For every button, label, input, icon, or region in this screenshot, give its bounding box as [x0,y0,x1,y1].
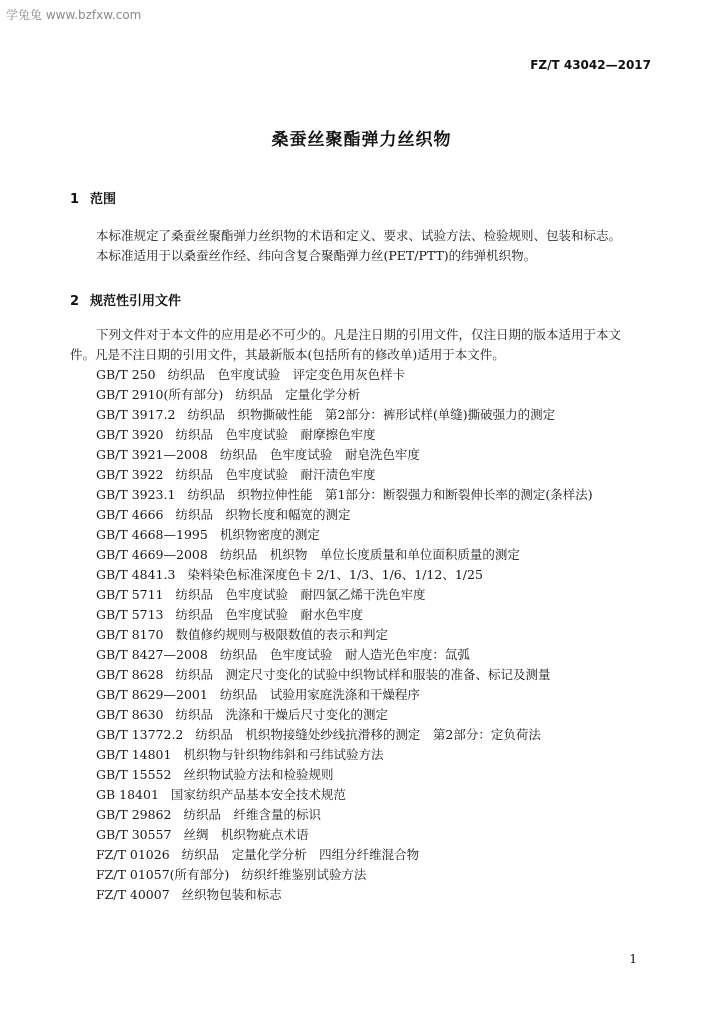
reference-item [96,425,593,445]
site-watermark: 学兔兔 www.bzfxw.com [6,8,142,22]
reference-title: 纺织品 定量化学分析 [235,387,361,402]
reference-code: GB/T 3920 [96,427,164,442]
section-title: 范围 [90,192,117,207]
reference-title: 数值修约规则与极限数值的表示和判定 [175,627,389,642]
reference-item [96,565,593,585]
reference-code: GB/T 8628 [96,667,164,682]
section-2-intro [70,325,665,365]
reference-title: 纺织纤维鉴别试验方法 [241,867,367,882]
reference-item [96,885,593,905]
reference-item [96,845,593,865]
document-title: 桑蚕丝聚酯弹力丝织物 [271,130,452,150]
section-number: 1 [70,192,80,207]
reference-code: GB/T 250 [96,367,156,382]
reference-item [96,585,593,605]
reference-item [96,465,593,485]
reference-code: GB/T 15552 [96,767,172,782]
reference-code: GB/T 3922 [96,467,164,482]
reference-title: 纺织品 色牢度试验 耐人造光色牢度：氙弧 [219,647,470,662]
reference-code: GB/T 3923.1 [96,487,176,502]
reference-code: GB 18401 [96,787,159,802]
reference-item [96,625,593,645]
reference-code: GB/T 8630 [96,707,164,722]
reference-title: 纺织品 织物拉伸性能 第1部分：断裂强力和断裂伸长率的测定(条样法) [187,487,593,502]
reference-code: FZ/T 40007 [96,887,170,902]
reference-title: 纺织品 织物撕破性能 第2部分：裤形试样(单缝)撕破强力的测定 [187,407,556,422]
normative-reference-list [96,365,593,905]
reference-code: GB/T 3921—2008 [96,447,208,462]
reference-title: 纺织品 色牢度试验 耐水色牢度 [175,607,364,622]
section-2-heading [70,290,181,309]
reference-item [96,745,593,765]
reference-title: 纺织品 织物长度和幅宽的测定 [175,507,351,522]
reference-item [96,805,593,825]
reference-item [96,665,593,685]
page-number: 1 [629,952,637,966]
section-1-heading [70,188,116,207]
reference-code: FZ/T 01057(所有部分) [96,867,230,882]
reference-code: GB/T 13772.2 [96,727,184,742]
reference-item [96,685,593,705]
reference-item [96,445,593,465]
reference-title: 丝织物试验方法和检验规则 [183,767,334,782]
reference-code: GB/T 30557 [96,827,172,842]
reference-item [96,405,593,425]
reference-title: 纺织品 纤维含量的标识 [183,807,321,822]
reference-item [96,365,593,385]
reference-code: GB/T 14801 [96,747,172,762]
section-1-body [70,226,665,266]
paragraph-line: 下列文件对于本文件的应用是必不可少的。凡是注日期的引用文件，仅注日期的版本适用于本文 [96,327,622,342]
reference-item [96,765,593,785]
reference-title: 纺织品 洗涤和干燥后尺寸变化的测定 [175,707,389,722]
reference-code: GB/T 3917.2 [96,407,176,422]
reference-item [96,825,593,845]
reference-item [96,505,593,525]
reference-title: 丝织物包装和标志 [181,887,282,902]
reference-title: 纺织品 色牢度试验 耐四氯乙烯干洗色牢度 [175,587,426,602]
reference-code: GB/T 5711 [96,587,164,602]
reference-item [96,725,593,745]
reference-title: 纺织品 机织物 单位长度质量和单位面积质量的测定 [219,547,520,562]
reference-title: 丝绸 机织物疵点术语 [183,827,309,842]
reference-item [96,865,593,885]
paragraph-line: 件。凡是不注日期的引用文件，其最新版本(包括所有的修改单)适用于本文件。 [70,347,505,362]
reference-code: GB/T 4666 [96,507,164,522]
reference-code: GB/T 8427—2008 [96,647,208,662]
reference-code: GB/T 2910(所有部分) [96,387,224,402]
reference-item [96,545,593,565]
reference-title: 纺织品 机织物接缝处纱线抗滑移的测定 第2部分：定负荷法 [195,727,541,742]
reference-code: GB/T 4668—1995 [96,527,208,542]
reference-item [96,385,593,405]
reference-title: 染料染色标准深度色卡 2/1、1/3、1/6、1/12、1/25 [187,567,483,582]
reference-title: 纺织品 色牢度试验 耐皂洗色牢度 [219,447,420,462]
paragraph-line: 本标准适用于以桑蚕丝作经、纬向含复合聚酯弹力丝(PET/PTT)的纬弹机织物。 [96,248,537,263]
reference-code: GB/T 29862 [96,807,172,822]
reference-title: 国家纺织产品基本安全技术规范 [170,787,346,802]
reference-title: 机织物密度的测定 [219,527,320,542]
reference-item [96,785,593,805]
reference-item [96,525,593,545]
reference-title: 纺织品 定量化学分析 四组分纤维混合物 [181,847,420,862]
section-title: 规范性引用文件 [90,294,182,309]
reference-code: GB/T 5713 [96,607,164,622]
reference-code: GB/T 4669—2008 [96,547,208,562]
reference-code: GB/T 8170 [96,627,164,642]
reference-title: 纺织品 色牢度试验 耐摩擦色牢度 [175,427,376,442]
reference-item [96,605,593,625]
paragraph-line: 本标准规定了桑蚕丝聚酯弹力丝织物的术语和定义、要求、试验方法、检验规则、包装和标志。 [96,228,622,243]
reference-code: GB/T 8629—2001 [96,687,208,702]
reference-item [96,485,593,505]
reference-item [96,705,593,725]
reference-item [96,645,593,665]
reference-title: 纺织品 色牢度试验 耐汗渍色牢度 [175,467,376,482]
reference-title: 纺织品 试验用家庭洗涤和干燥程序 [219,687,420,702]
reference-code: GB/T 4841.3 [96,567,176,582]
section-number: 2 [70,294,80,309]
reference-title: 纺织品 色牢度试验 评定变色用灰色样卡 [167,367,406,382]
reference-title: 纺织品 测定尺寸变化的试验中织物试样和服装的准备、标记及测量 [175,667,551,682]
reference-title: 机织物与针织物纬斜和弓纬试验方法 [183,747,384,762]
standard-number: FZ/T 43042—2017 [530,58,651,72]
reference-code: FZ/T 01026 [96,847,170,862]
